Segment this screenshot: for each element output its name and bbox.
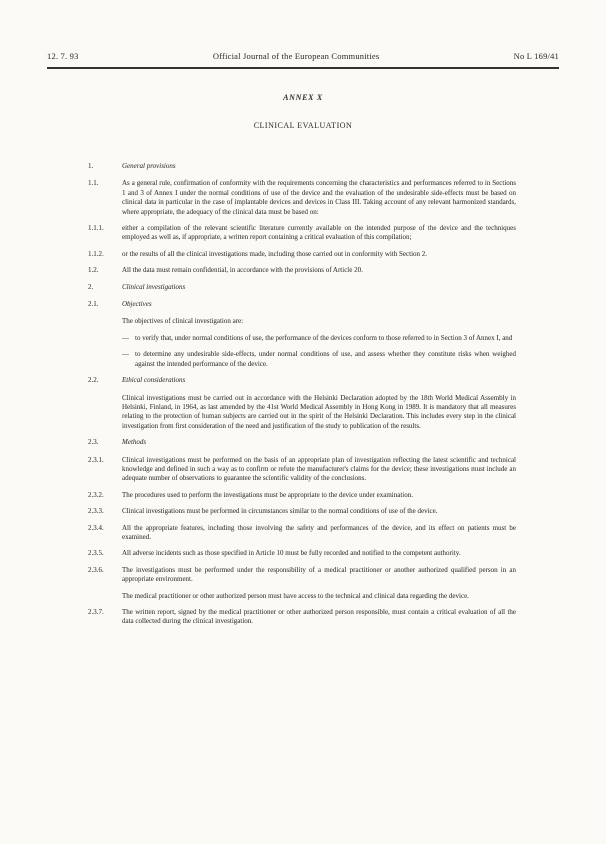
section-number: 2.3. <box>88 438 99 447</box>
section-row <box>88 250 516 259</box>
section-text: The procedures used to perform the investigations must be appropriate to the device under examination. <box>122 490 413 499</box>
section-number: 2.3.1. <box>88 455 104 464</box>
section-row <box>88 376 516 385</box>
page-header <box>47 51 559 61</box>
section-text: or the results of all the clinical investigations made, including those carried out in conformity with Section 2. <box>122 249 428 258</box>
section-text: All the appropriate features, including those involving the safety and performances of the device, and its effect on patients must be examined. <box>122 523 516 541</box>
section-text: either a compilation of the relevant scientific literature currently available on the intended purpose of the device and the techniques employed as well as, if appropriate, a written report containing a critical evaluation of this compilation; <box>122 224 516 242</box>
section-text: Objectives <box>122 300 152 309</box>
section-number: 1.1.1. <box>88 224 104 233</box>
section-text: to verify that, under normal conditions of use, the performance of the devices conform to those referred to in Section 3 of Annex I, and <box>135 333 513 342</box>
section-row <box>88 300 516 309</box>
section-text: Clinical investigations must be performed in circumstances similar to the normal conditions of use of the device. <box>122 507 438 516</box>
section-number <box>88 592 122 601</box>
annex-label: ANNEX X <box>283 93 323 102</box>
section-text: All the data must remain confidential, in accordance with the provisions of Article 20. <box>122 266 363 275</box>
section-row <box>88 438 516 447</box>
section-number: 2.3.5. <box>88 549 104 558</box>
section-text: The investigations must be performed under the responsibility of a medical practitioner or another authorized qualified person in an appropriate environment. <box>122 565 516 584</box>
section-number: 2.3.3. <box>88 507 104 516</box>
section-row <box>88 491 516 500</box>
section-text: Clinical investigations must be performed on the basis of an appropriate plan of investigation reflecting the latest scientific and technical knowledge and defined in such a way as to confirm or refute the manufacturer's claims for the device; these investigations must include an adequate number of observations to guarantee the scientific validity of the conclusions. <box>122 455 516 483</box>
section-number: — <box>122 333 129 342</box>
section-text: Ethical considerations <box>122 376 186 385</box>
section-row <box>88 566 516 585</box>
section-row <box>88 334 516 343</box>
section-number: 1.1.2. <box>88 249 104 258</box>
section-text: The written report, signed by the medical practitioner or other authorized person responsible, must contain a critical evaluation of all the data collected during the clinical investigation. <box>122 608 516 626</box>
section-number: 2.3.6. <box>88 565 104 574</box>
section-number: 2.1. <box>88 300 99 309</box>
section-text: Clinical investigations must be carried out in accordance with the Helsinki Declaration adopted by the 18th World Medical Assembly in Helsinki, Finland, in 1964, as last amended by the 41st World Medical Assembly in Hong Kong in 1989. It is mandatory that all measures relating to the protection of human subjects are carried out in the spirit of the Helsinki Declaration. This includes every step in the clinical investigation from first consideration of the need and justification of the study to publication of the results. <box>122 393 516 430</box>
section-number: 1. <box>88 162 94 170</box>
section-row <box>88 162 516 171</box>
section-row <box>88 592 516 601</box>
header-date: 12. 7. 93 <box>47 51 79 61</box>
section-number: 2.2. <box>88 376 99 385</box>
section-number: 1.1. <box>88 179 99 188</box>
section-text: Methods <box>122 438 147 447</box>
section-row <box>88 224 516 243</box>
section-row <box>88 456 516 484</box>
section-number: 2.3.2. <box>88 490 104 499</box>
header-journal-title: Official Journal of the European Communities <box>212 51 380 61</box>
section-row <box>88 179 516 217</box>
document-content <box>88 157 516 634</box>
section-row <box>88 317 516 326</box>
section-number: 1.2. <box>88 266 99 275</box>
section-row <box>88 608 516 627</box>
section-row <box>88 283 516 292</box>
section-number <box>88 394 122 432</box>
section-number: 2.3.7. <box>88 608 104 616</box>
section-row <box>88 507 516 516</box>
section-text: The medical practitioner or other authorized person must have access to the technical and clinical data regarding the device. <box>122 591 469 600</box>
header-page-number: No L 169/41 <box>513 51 559 61</box>
section-row <box>88 266 516 275</box>
section-row <box>88 394 516 432</box>
section-number: 2. <box>88 282 94 291</box>
header-rule <box>47 67 559 69</box>
section-text: The objectives of clinical investigation are: <box>122 317 244 326</box>
section-row <box>88 524 516 543</box>
annex-title: CLINICAL EVALUATION <box>253 121 353 130</box>
section-text: Clinical investigations <box>122 282 186 291</box>
section-text: to determine any undesirable side-effects, under normal conditions of use, and assess whether they constitute risks when weighed against the intended performance of the device. <box>135 350 516 368</box>
section-number: — <box>122 350 129 359</box>
section-text: All adverse incidents such as those specified in Article 10 must be fully recorded and notified to the competent authority. <box>122 549 461 558</box>
section-row <box>88 350 516 369</box>
section-number <box>88 317 122 326</box>
section-text: As a general rule, confirmation of conformity with the requirements concerning the characteristics and performances referred to in Sections 1 and 3 of Annex I under the normal conditions of use of the device and the evaluation of the undesirable side-effects must be based on clinical data in particular in the case of implantable devices and devices in Class III. Taking account of any relevant harmonized standards, where appropriate, the adequacy of the clinical data must be based on: <box>122 179 516 216</box>
section-text: General provisions <box>122 162 176 170</box>
section-number: 2.3.4. <box>88 523 104 532</box>
section-row <box>88 549 516 558</box>
